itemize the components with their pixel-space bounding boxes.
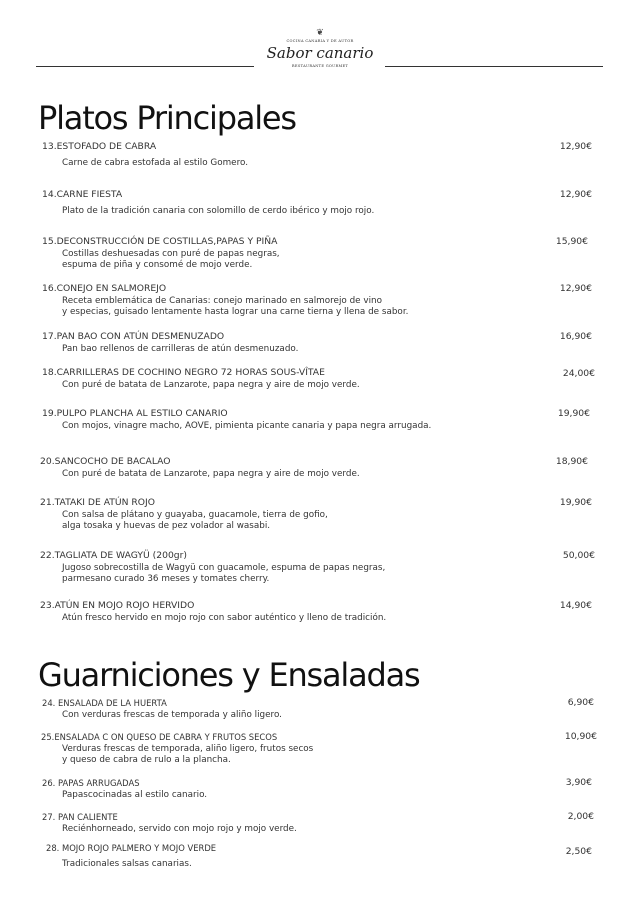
dish-price: 14,90€ xyxy=(559,600,592,611)
dish-name: 23.ATÚN EN MOJO ROJO HERVIDO xyxy=(40,600,195,611)
section-title-platos: Platos Principales xyxy=(38,99,296,137)
dish-price: 24,00€ xyxy=(562,368,595,379)
dish-name: 25.ENSALADA C ON QUESO DE CABRA Y FRUTOS SECOS xyxy=(41,732,278,742)
restaurant-logo xyxy=(258,28,382,106)
dish-name: 20.SANCOCHO DE BACALAO xyxy=(40,456,171,467)
dish-price: 15,90€ xyxy=(555,236,588,247)
dish-description: Con puré de batata de Lanzarote, papa negra y aire de mojo verde. xyxy=(62,469,360,479)
dish-description: Papascocinadas al estilo canario. xyxy=(62,790,208,800)
dish-name: 19.PULPO PLANCHA AL ESTILO CANARIO xyxy=(42,408,228,419)
dish-price: 16,90€ xyxy=(559,331,592,342)
dish-price: 19,90€ xyxy=(559,497,592,508)
dish-description: Con mojos, vinagre macho, AOVE, pimienta picante canaria y papa negra arrugada. xyxy=(62,421,432,431)
leaf-icon: ❦ xyxy=(316,28,324,38)
dish-description: Receta emblemática de Canarias: conejo marinado en salmorejo de vino y especias, guisado lentamente hasta lograr una carne tierna y llena de sabor. xyxy=(62,296,409,317)
dish-price: 3,90€ xyxy=(565,777,592,788)
dish-description: Carne de cabra estofada al estilo Gomero. xyxy=(62,158,249,168)
dish-description: Con verduras frescas de temporada y aliño ligero. xyxy=(62,710,282,720)
dish-price: 19,90€ xyxy=(557,408,590,419)
dish-name: 18.CARRILLERAS DE COCHINO NEGRO 72 HORAS SOUS-VÎTAE xyxy=(42,367,325,378)
section-title-guarniciones: Guarniciones y Ensaladas xyxy=(38,656,420,694)
dish-description: Jugoso sobrecostilla de Wagyü con guacamole, espuma de papas negras, parmesano curado 36 meses y tomates cherry. xyxy=(62,563,386,584)
dish-name: 15.DECONSTRUCCIÓN DE COSTILLAS,PAPAS Y PIÑA xyxy=(42,236,278,247)
dish-description: Pan bao rellenos de carrilleras de atún desmenuzado. xyxy=(62,344,299,354)
header-rule-left xyxy=(36,66,254,67)
dish-name: 28. MOJO ROJO PALMERO Y MOJO VERDE xyxy=(46,843,217,853)
dish-description: Con salsa de plátano y guayaba, guacamole, tierra de gofio, alga tosaka y huevas de pez volador al wasabi. xyxy=(62,510,328,531)
dish-price: 50,00€ xyxy=(562,550,595,561)
dish-price: 2,00€ xyxy=(567,811,594,822)
dish-price: 12,90€ xyxy=(559,141,592,152)
dish-price: 12,90€ xyxy=(559,283,592,294)
dish-name: 26. PAPAS ARRUGADAS xyxy=(42,778,140,788)
dish-name: 17.PAN BAO CON ATÚN DESMENUZADO xyxy=(42,331,225,342)
logo-top-text: COCINA CANARIA Y DE AUTOR xyxy=(286,39,354,43)
dish-description: Atún fresco hervido en mojo rojo con sabor auténtico y lleno de tradición. xyxy=(62,613,387,623)
dish-price: 12,90€ xyxy=(559,189,592,200)
dish-description: Costillas deshuesadas con puré de papas negras, espuma de piña y consomé de mojo verde. xyxy=(62,249,280,270)
dish-price: 2,50€ xyxy=(565,846,592,857)
header-rule-right xyxy=(385,66,603,67)
dish-description: Tradicionales salsas canarias. xyxy=(62,859,192,869)
dish-price: 10,90€ xyxy=(564,731,597,742)
dish-description: Plato de la tradición canaria con solomillo de cerdo ibérico y mojo rojo. xyxy=(62,206,375,216)
dish-description: Reciénhorneado, servido con mojo rojo y mojo verde. xyxy=(62,824,297,834)
page-header xyxy=(0,28,640,108)
dish-description: Verduras frescas de temporada, aliño ligero, frutos secos y queso de cabra de rulo a la plancha. xyxy=(62,744,314,765)
dish-name: 14.CARNE FIESTA xyxy=(42,189,123,200)
dish-name: 13.ESTOFADO DE CABRA xyxy=(42,141,157,152)
dish-name: 22.TAGLIATA DE WAGYÜ (200gr) xyxy=(40,550,187,561)
dish-price: 18,90€ xyxy=(555,456,588,467)
dish-name: 27. PAN CALIENTE xyxy=(42,812,118,822)
dish-name: 24. ENSALADA DE LA HUERTA xyxy=(42,698,167,708)
dish-name: 16.CONEJO EN SALMOREJO xyxy=(42,283,167,294)
logo-script-text: Sabor canario xyxy=(266,44,374,62)
dish-description: Con puré de batata de Lanzarote, papa negra y aire de mojo verde. xyxy=(62,380,360,390)
logo-bottom-text: RESTAURANTE GOURMET xyxy=(291,64,349,68)
dish-name: 21.TATAKI DE ATÚN ROJO xyxy=(40,497,155,508)
dish-price: 6,90€ xyxy=(567,697,594,708)
